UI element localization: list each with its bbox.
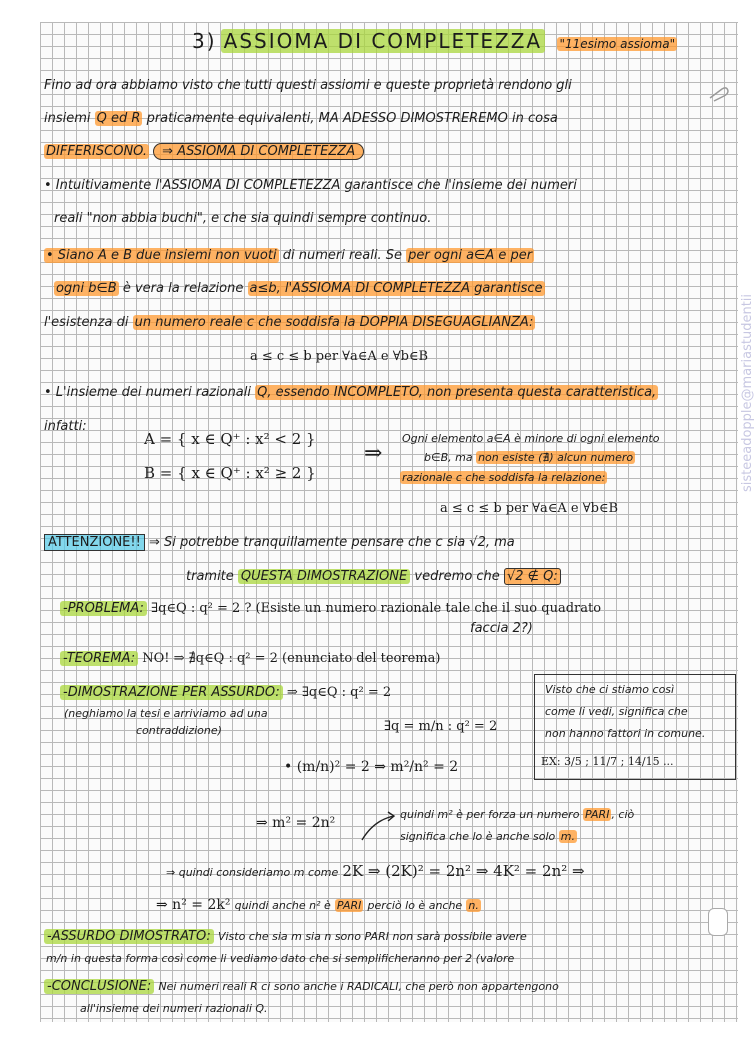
dimostrazione-step: ⇒ ∃q∈Q : q² = 2 (286, 685, 392, 700)
teorema-row (60, 650, 440, 668)
bullet2-highlight: ogni b∈B (56, 281, 117, 296)
dimostrazione-step-5 (166, 862, 585, 882)
step4-note-2 (400, 828, 577, 846)
attenzione-text: vedremo che (414, 569, 500, 584)
dimostrazione-step-2: ∃q = m/n : q² = 2 (384, 719, 498, 734)
page-title (192, 29, 677, 58)
sets-note-3 (400, 469, 607, 487)
attenzione-line-2 (186, 568, 561, 586)
sidebox-line-2: come li vedi, significa che (545, 705, 688, 718)
bullet2-highlight: un numero reale c che soddisfa la DOPPIA DISEGUAGLIANZA: (134, 315, 534, 330)
double-inequality: a ≤ c ≤ b per ∀a∈A e ∀b∈B (250, 349, 429, 364)
dimostrazione-step-6 (156, 896, 481, 915)
bullet2-highlight: a≤b, l'ASSIOMA DI COMPLETEZZA garantisce (249, 281, 543, 296)
bullet2-text: l'esistenza di (44, 315, 129, 330)
intro-line-3 (44, 143, 364, 161)
dimostrazione-note-2: contraddizione) (136, 724, 222, 737)
bullet2-line-1 (44, 247, 534, 265)
attenzione-row (44, 534, 515, 552)
conclusione-label: -CONCLUSIONE: (44, 979, 154, 994)
step6-highlight: PARI (336, 899, 362, 912)
intro-circled: ⇒ ASSIOMA DI COMPLETEZZA (153, 143, 364, 160)
bullet3-line-2: infatti: (44, 419, 87, 434)
curved-arrow-icon (358, 810, 398, 846)
attenzione-highlight: QUESTA DIMOSTRAZIONE (238, 569, 410, 584)
step5-math: 2K ⇒ (2K)² = 2n² ⇒ 4K² = 2n² ⇒ (342, 862, 585, 880)
assurdo-label: -ASSURDO DIMOSTRATO: (44, 929, 214, 944)
sets-note-highlight: razionale c che soddisfa la relazione: (402, 471, 606, 484)
dimostrazione-row (60, 684, 391, 702)
assurdo-row (44, 928, 527, 946)
attenzione-text: tramite (186, 569, 234, 584)
sidebox-line-3: non hanno fattori in comune. (545, 727, 706, 740)
step6-text: perciò lo è anche (367, 899, 463, 912)
bullet2-line-2 (54, 280, 545, 298)
bullet3-text: • L'insieme dei numeri razionali (44, 385, 251, 400)
set-b: B = { x ∈ Q⁺ : x² ≥ 2 } (144, 464, 316, 482)
bullet2-line-3 (44, 314, 535, 332)
conclusione-line-2: all'insieme dei numeri razionali Q. (80, 1002, 268, 1015)
intro-line-2 (44, 110, 558, 128)
step6-text: quindi anche n² è (234, 899, 331, 912)
step4-note-highlight: m. (560, 830, 575, 843)
bullet3-highlight: Q, essendo INCOMPLETO, non presenta questa caratteristica, (257, 385, 657, 400)
problema-label: -PROBLEMA: (60, 601, 147, 616)
intro-text: praticamente equivalenti, MA ADESSO DIMOSTREREMO in cosa (146, 111, 558, 126)
intro-highlight: DIFFERISCONO. (46, 144, 148, 159)
bullet1-line-2: reali "non abbia buchi", e che sia quindi sempre continuo. (54, 211, 432, 226)
intro-highlight: Q ed R (96, 111, 141, 126)
bullet3-line-1 (44, 384, 658, 402)
bullet1-line-1: • Intuitivamente l'ASSIOMA DI COMPLETEZZA garantisce che l'insieme dei numeri (44, 178, 577, 193)
attenzione-boxed: √2 ∉ Q: (504, 568, 561, 585)
step4-note-1 (400, 806, 634, 824)
title-main: ASSIOMA DI COMPLETEZZA (221, 29, 545, 53)
sets-note-highlight: non esiste (∄) alcun numero (478, 451, 634, 464)
conclusione-text: Nei numeri reali R ci sono anche i RADICALI, che però non appartengono (158, 980, 559, 993)
bullet2-text: è vera la relazione (122, 281, 244, 296)
set-a: A = { x ∈ Q⁺ : x² < 2 } (144, 430, 316, 448)
dimostrazione-label: -DIMOSTRAZIONE PER ASSURDO: (60, 685, 283, 700)
problema-text: ∃q∈Q : q² = 2 ? (Esiste un numero razionale tale che il suo quadrato (151, 601, 602, 616)
page-tab-mark (708, 908, 728, 936)
bullet2-highlight: • Siano A e B due insiemi non vuoti (46, 248, 277, 263)
paperclip-icon (708, 86, 730, 102)
implies-arrow: ⇒ (364, 441, 383, 466)
problema-row (60, 600, 601, 618)
step5-text: ⇒ quindi consideriamo m come (166, 866, 339, 879)
sets-note-text: b∈B, ma (424, 451, 473, 464)
notebook-page (40, 22, 755, 1022)
coprime-note-box (534, 674, 736, 780)
sets-note-2 (424, 449, 635, 467)
intro-line-1: Fino ad ora abbiamo visto che tutti questi assiomi e queste proprietà rendono gli (44, 78, 572, 93)
bullet2-text: di numeri reali. Se (282, 248, 403, 263)
step4-note-highlight: PARI (584, 808, 610, 821)
attenzione-label: ATTENZIONE!! (44, 534, 145, 551)
step4-note-text: significa che lo è anche solo (400, 830, 556, 843)
sidebox-line-1: Visto che ci stiamo così (545, 683, 675, 696)
dimostrazione-note-1: (neghiamo la tesi e arriviamo ad una (64, 707, 268, 720)
title-note: "11esimo assioma" (559, 37, 676, 51)
dimostrazione-step-4: ⇒ m² = 2n² (256, 815, 336, 831)
step4-note-text: quindi m² è per forza un numero (400, 808, 580, 821)
step4-note-text: , ciò (611, 808, 635, 821)
step6-highlight: n. (468, 899, 479, 912)
sidebox-example: EX: 3/5 ; 11/7 ; 14/15 ... (541, 755, 674, 768)
assurdo-text: Visto che sia m sia n sono PARI non sarà possibile avere (217, 930, 527, 943)
watermark: sisteeadopple@mariastudentii (740, 293, 755, 492)
assurdo-line-2: m/n in questa forma così come li vediamo dato che si semplificheranno per 2 (valore (46, 952, 515, 965)
dimostrazione-step-3: • (m/n)² = 2 ⇒ m²/n² = 2 (284, 759, 459, 775)
problema-line-2: faccia 2?) (470, 621, 533, 636)
sets-note-1: Ogni elemento a∈A è minore di ogni elemento (402, 432, 660, 445)
intro-text: insiemi (44, 111, 91, 126)
teorema-text: NO! ⇒ ∄q∈Q : q² = 2 (enunciato del teorema) (142, 651, 441, 666)
conclusione-row (44, 978, 559, 996)
sets-inequality: a ≤ c ≤ b per ∀a∈A e ∀b∈B (440, 501, 619, 516)
bullet2-highlight: per ogni a∈A e per (408, 248, 533, 263)
title-number: 3) (192, 29, 217, 53)
step6-math: ⇒ n² = 2k² (156, 897, 231, 913)
attenzione-text: ⇒ Si potrebbe tranquillamente pensare che c sia √2, ma (148, 535, 515, 550)
teorema-label: -TEOREMA: (60, 651, 138, 666)
